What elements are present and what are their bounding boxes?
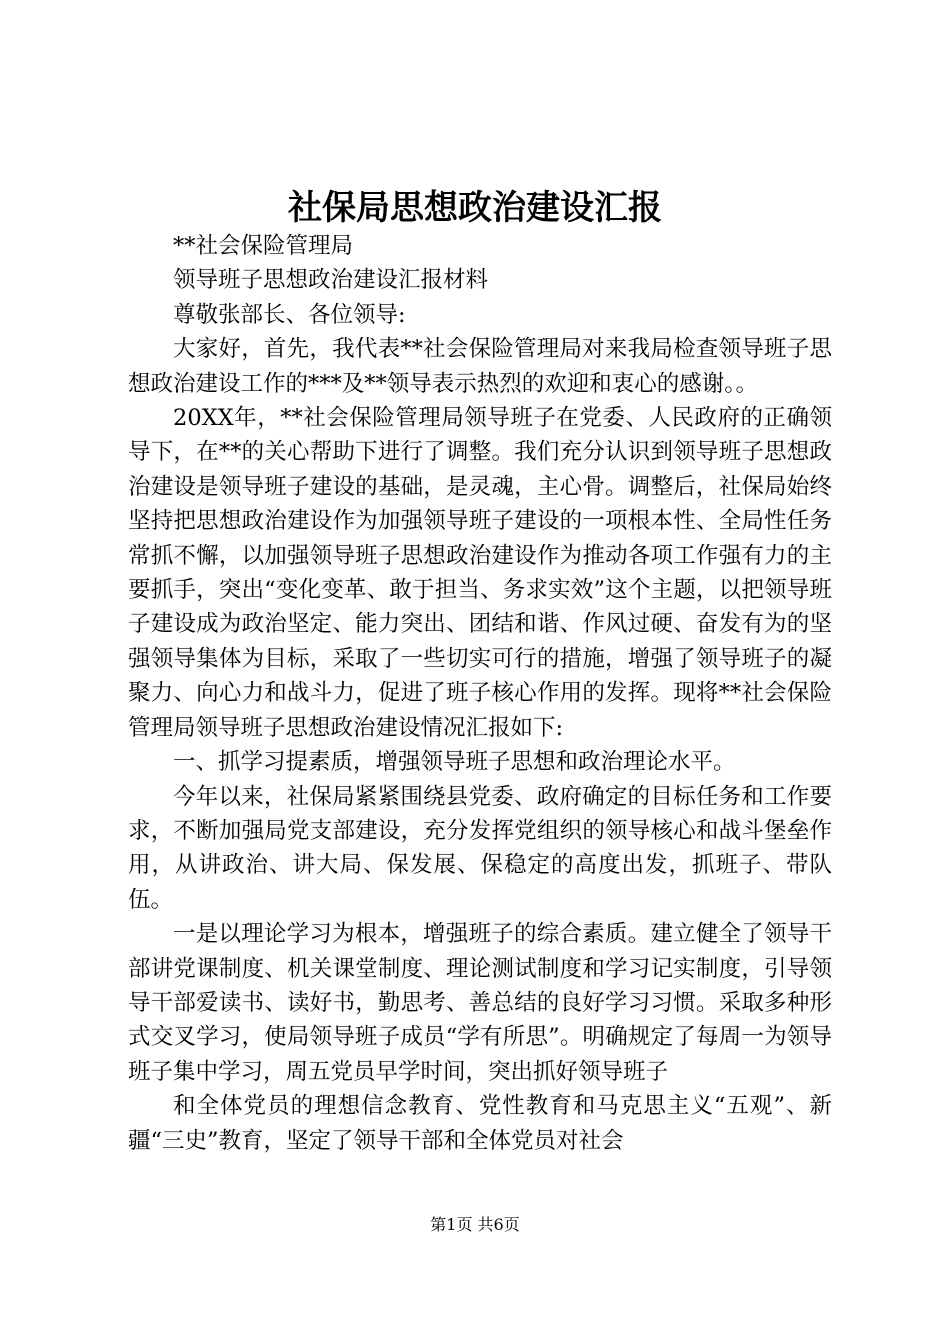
document-title: 社保局思想政治建设汇报 (288, 188, 662, 228)
paragraph-overview: 20XX年，**社会保险管理局领导班子在党委、人民政府的正确领导下，在**的关心帮助下进行了调整。我们充分认识到领导班子思想政治建设是领导班子建设的基础，是灵魂，主心骨。调整后，社保局始终坚持把思想政治建设作为加强领导班子建设的一项根本性、全局性任务常抓不懈，以加强领导班子思想政治建设作为推动各项工作强有力的主要抓手，突出“变化变革、敢于担当、务求实效”这个主题，以把领导班子建设成为政治坚定、能力突出、团结和谐、作风过硬、奋发有为的坚强领导集体为目标，采取了一些切实可行的措施，增强了领导班子的凝聚力、向心力和战斗力，促进了班子核心作用的发挥。现将**社会保险管理局领导班子思想政治建设情况汇报如下: (128, 405, 832, 741)
paragraph-education: 和全体党员的理想信念教育、党性教育和马克思主义“五观”、新疆“三史”教育，坚定了领导干部和全体党员对社会 (128, 1093, 832, 1154)
salutation: 尊敬张部长、各位领导: (173, 301, 406, 328)
page-number: 第1页 共6页 (430, 1215, 520, 1234)
section-heading-1: 一、抓学习提素质，增强领导班子思想和政治理论水平。 (173, 749, 736, 776)
sender-line: **社会保险管理局 (173, 233, 354, 259)
document-body (128, 229, 832, 1158)
subtitle-line: 领导班子思想政治建设汇报材料 (173, 267, 489, 294)
paragraph-welcome: 大家好，首先，我代表**社会保险管理局对来我局检查领导班子思想政治建设工作的***及**领导表示热烈的欢迎和衷心的感谢。。 (128, 336, 832, 397)
paragraph-theory-study: 一是以理论学习为根本，增强班子的综合素质。建立健全了领导干部讲党课制度、机关课堂制度、理论测试制度和学习记实制度，引导领导干部爱读书、读好书，勤思考、善总结的良好学习习惯。采取多种形式交叉学习，使局领导班子成员“学有所思”。明确规定了每周一为领导班子集中学习，周五党员早学时间，突出抓好领导班子 (128, 921, 832, 1085)
paragraph-section-1: 今年以来，社保局紧紧围绕县党委、政府确定的目标任务和工作要求，不断加强局党支部建设，充分发挥党组织的领导核心和战斗堡垒作用，从讲政治、讲大局、保发展、保稳定的高度出发，抓班子、带队伍。 (128, 783, 832, 913)
